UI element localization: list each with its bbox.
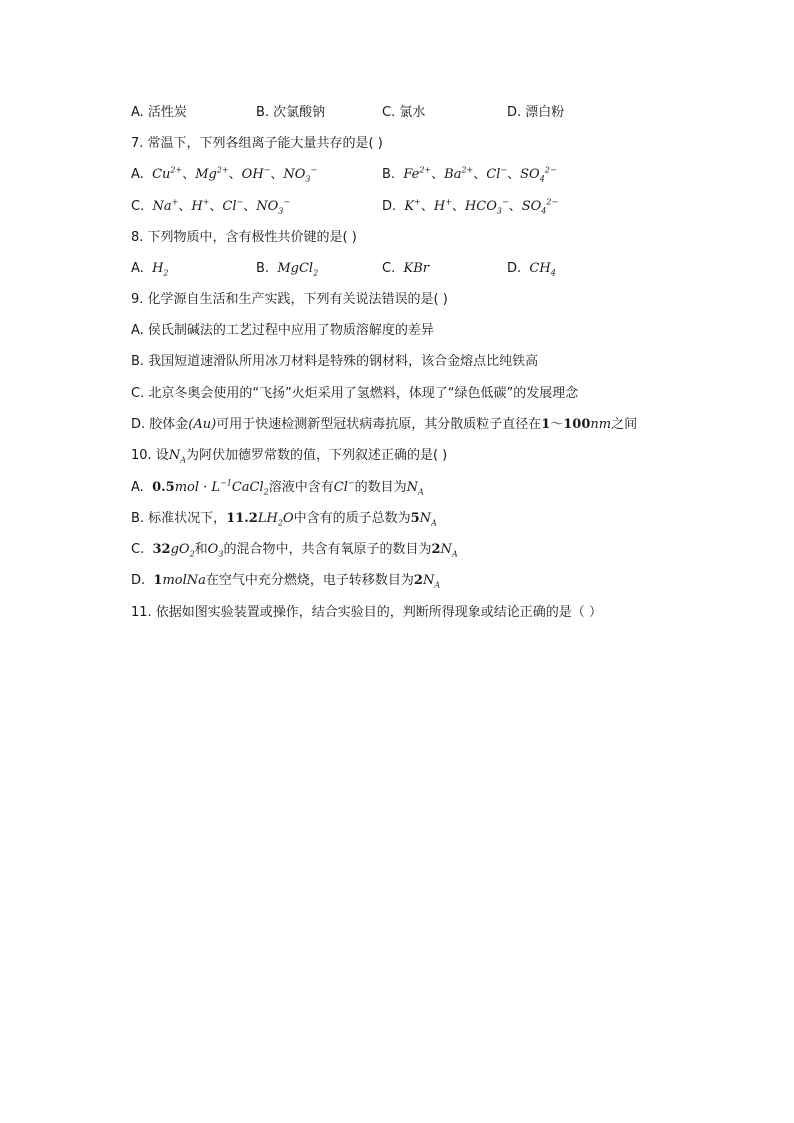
q10-option-a: A. $0.5mol \cdot L^{-1}CaCl_2$溶液中含有Cl−的数目为$N_A$ xyxy=(131,478,424,497)
q9-option-b: B. 我国短道速滑队所用冰刀材料是特殊的钢材料，该合金熔点比纯铁高 xyxy=(131,354,539,369)
q9-option-d: D. 胶体金(Au)可用于快速检测新型冠状病毒抗原，其分散质粒子直径在1～100nm之间 xyxy=(131,417,638,432)
q7-option-b: B. $Fe^{2+}$、$Ba^{2+}$、Cl−、$SO_4^{2-}$ xyxy=(382,165,557,184)
q9-option-c: C. 北京冬奥会使用的“飞扬”火炬采用了氢燃料，体现了“绿色低碳”的发展理念 xyxy=(131,386,579,401)
q6-option-c: C. 氯水 xyxy=(382,105,426,120)
q8-stem: 8. 下列物质中，含有极性共价键的是( ) xyxy=(131,230,357,245)
q6-option-a: A. 活性炭 xyxy=(131,105,187,120)
q8-option-c: C. KBr xyxy=(382,261,429,276)
q10-option-b: B. 标准状况下，$11.2LH_2O$中含有的质子总数为$5N_A$ xyxy=(131,511,437,528)
q9-option-a: A. 侯氏制碱法的工艺过程中应用了物质溶解度的差异 xyxy=(131,323,434,338)
q10-option-c: C. $32gO_2$和$O_3$的混合物中，共含有氧原子的数目为$2N_A$ xyxy=(131,542,458,559)
q7-option-d: D. K+、H+、$HCO_3^-$、$SO_4^{2-}$ xyxy=(382,197,559,216)
q8-option-a: A. $H_2$ xyxy=(131,261,169,278)
q6-option-d: D. 漂白粉 xyxy=(507,105,565,120)
q7-option-a: A. $Cu^{2+}$、$Mg^{2+}$、OH−、$NO_3^-$ xyxy=(131,165,318,184)
q6-option-b: B. 次氯酸钠 xyxy=(256,105,326,120)
q9-stem: 9. 化学源自生活和生产实践，下列有关说法错误的是( ) xyxy=(131,292,448,307)
q10-option-d: D. 1molNa在空气中充分燃烧，电子转移数目为$2N_A$ xyxy=(131,573,441,590)
q10-stem: 10. 设$N_A$为阿伏加德罗常数的值，下列叙述正确的是( ) xyxy=(131,448,448,465)
q7-stem: 7. 常温下，下列各组离子能大量共存的是( ) xyxy=(131,136,383,151)
q8-option-d: D. $CH_4$ xyxy=(507,261,556,278)
q8-option-b: B. MgCl$_2$ xyxy=(256,261,319,278)
q7-option-c: C. Na+、H+、Cl−、$NO_3^-$ xyxy=(131,197,291,216)
q11-stem: 11. 依据如图实验装置或操作，结合实验目的，判断所得现象或结论正确的是（ ） xyxy=(131,605,602,620)
